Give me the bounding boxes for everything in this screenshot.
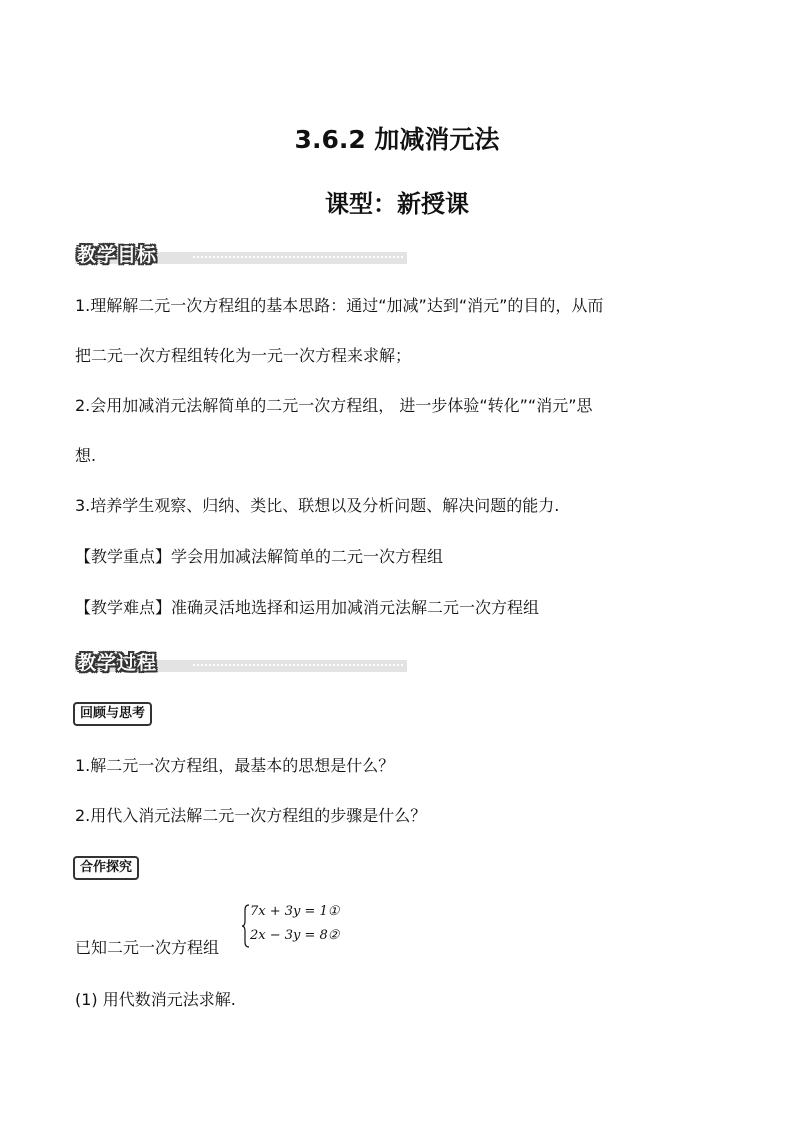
goal-2-line-1: 2.会用加减消元法解简单的二元一次方程组， 进一步体验“转化”“消元”思 <box>75 396 593 415</box>
page-subtitle: 课型：新授课 <box>325 190 469 218</box>
section-header-label: 教学过程 <box>77 652 158 674</box>
equation-2: 2x − 3y = 8② <box>250 928 340 943</box>
section-header-label: 教学目标 <box>77 244 158 266</box>
review-tag: 回顾与思考 <box>73 702 152 726</box>
page-title: 3.6.2 加减消元法 <box>294 125 500 154</box>
explore-intro: 已知二元一次方程组 <box>75 938 220 957</box>
section-header-process <box>75 648 407 674</box>
goal-2-line-2: 想. <box>75 446 97 465</box>
key-point: 【教学重点】学会用加减法解简单的二元一次方程组 <box>75 547 444 566</box>
section-header-dots <box>193 256 403 260</box>
review-question-2: 2.用代入消元法解二元一次方程组的步骤是什么？ <box>75 806 427 825</box>
goal-1-line-1: 1.理解解二元一次方程组的基本思路：通过“加减”达到“消元”的目的，从而 <box>75 296 604 315</box>
difficulty: 【教学难点】准确灵活地选择和运用加减消元法解二元一次方程组 <box>75 598 540 617</box>
left-brace-icon <box>242 904 250 948</box>
goal-1-line-2: 把二元一次方程组转化为一元一次方程来求解； <box>75 346 412 365</box>
review-question-1: 1.解二元一次方程组，最基本的思想是什么？ <box>75 756 395 775</box>
goal-3: 3.培养学生观察、归纳、类比、联想以及分析问题、解决问题的能力. <box>75 496 560 515</box>
section-header-dots <box>193 664 403 668</box>
section-header-goals <box>75 240 407 266</box>
explore-tag: 合作探究 <box>73 856 139 880</box>
task-1: (1) 用代数消元法求解. <box>75 990 236 1009</box>
equation-1: 7x + 3y = 1① <box>250 904 340 919</box>
equation-system <box>242 904 352 952</box>
